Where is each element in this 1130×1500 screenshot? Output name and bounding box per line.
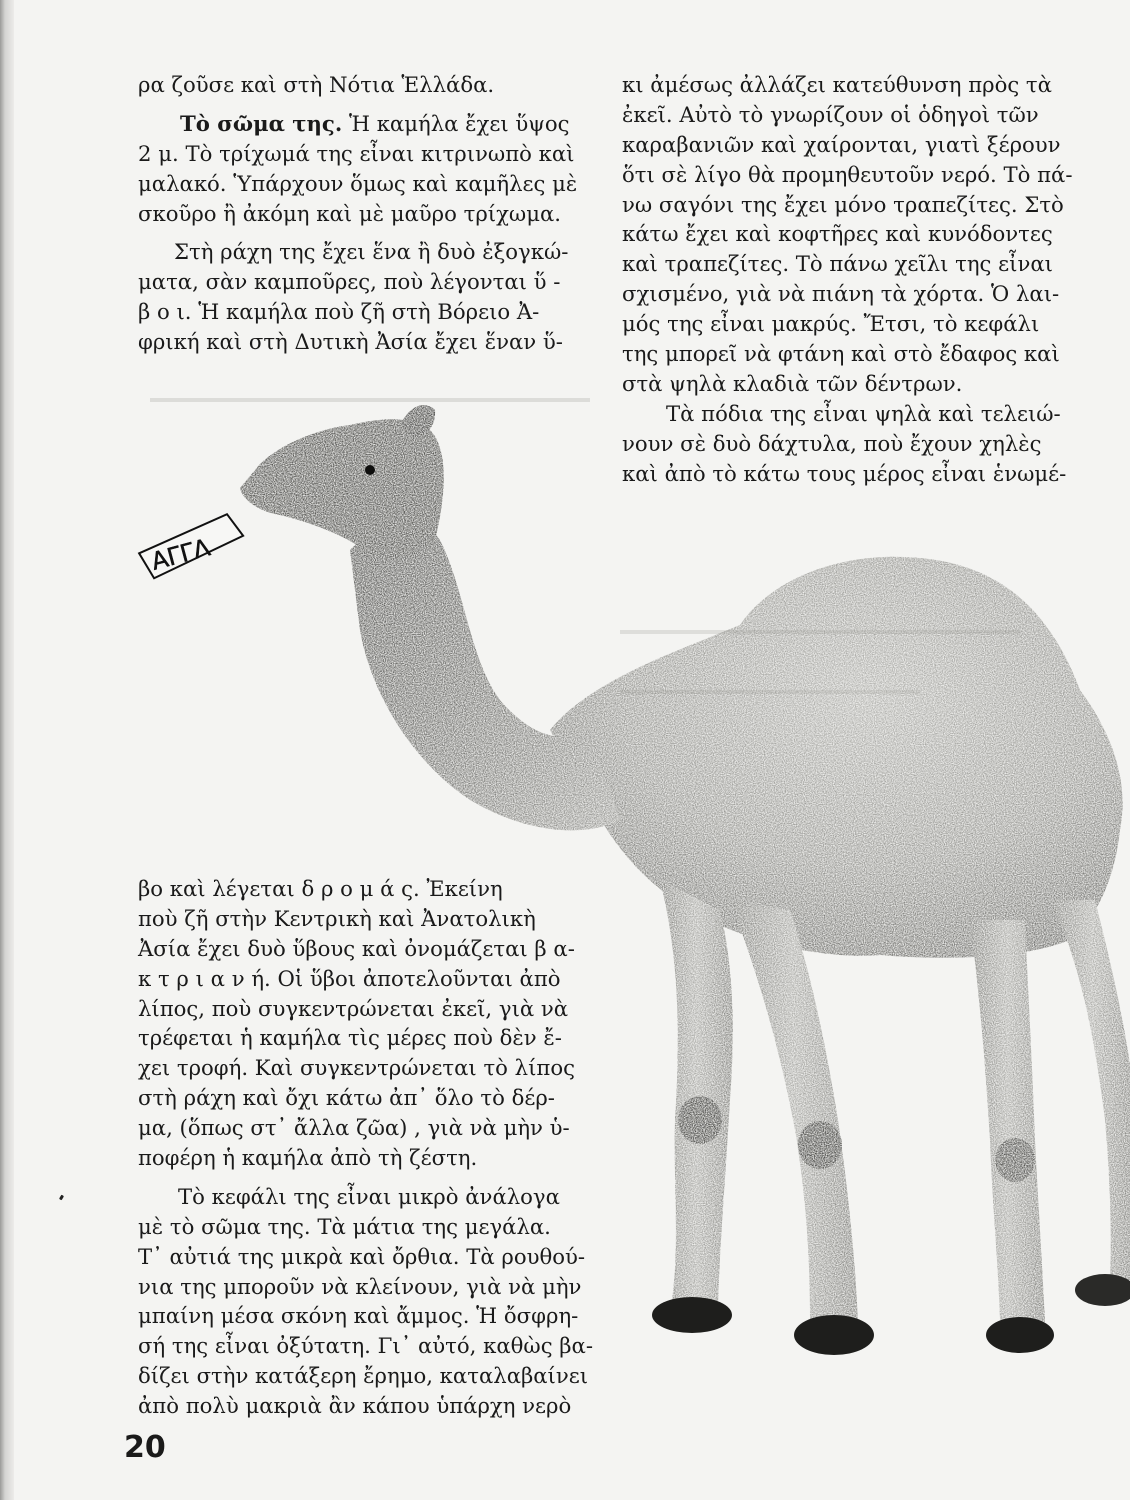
camel-foot xyxy=(1075,1274,1130,1306)
camel-foot xyxy=(652,1297,732,1333)
text-line: μπαίνη μέσα σκόνη καὶ ἄμμος. Ἡ ὄσφρη- xyxy=(138,1303,579,1329)
page-edge-shadow xyxy=(0,0,14,1500)
text-line: στὰ ψηλὰ κλαδιὰ τῶν δέντρων. xyxy=(622,370,963,396)
text-line: Ἀσία ἔχει δυὸ ὕβους καὶ ὀνομάζεται β α- xyxy=(138,935,575,961)
text-line: σκοῦρο ἢ ἀκόμη καὶ μὲ μαῦρο τρίχωμα. xyxy=(138,200,562,226)
text-line: χει τροφή. Καὶ συγκεντρώνεται τὸ λίπος xyxy=(138,1055,575,1081)
camel-head xyxy=(240,419,444,558)
text-line: ἀπὸ πολὺ μακριὰ ἂν κάπου ὑπάρχη νερὸ xyxy=(138,1393,572,1419)
text-line: κι ἀμέσως ἀλλάζει κατεύθυνση πρὸς τὰ xyxy=(622,72,1052,97)
camel-foot xyxy=(794,1315,874,1355)
camel-hind-leg xyxy=(1050,900,1130,1280)
text-line: μα, (ὅπως στ᾽ ἄλλα ζῶα) , γιὰ νὰ μὴν ὑ- xyxy=(138,1115,570,1141)
text-line: ματα, σὰν καμποῦρες, ποὺ λέγονται ὕ - xyxy=(138,269,561,295)
camel-foot xyxy=(986,1317,1054,1353)
left-column-bottom xyxy=(138,874,593,1421)
text-line: σή της εἶναι ὀξύτατη. Γι᾽ αὐτό, καθὼς βα- xyxy=(138,1333,594,1359)
camel-neck xyxy=(350,522,620,831)
text-line: νουν σὲ δυὸ δάχτυλα, ποὺ ἔχουν χηλὲς xyxy=(622,430,1042,456)
text-line: μαλακό. Ὑπάρχουν ὅμως καὶ καμῆλες μὲ xyxy=(138,170,578,196)
section-heading: Τὸ σῶμα της. xyxy=(180,110,343,136)
text-line: ποὺ ζῆ στὴν Κεντρικὴ καὶ Ἀνατολικὴ xyxy=(138,905,536,931)
text-line: Τὸ κεφάλι της εἶναι μικρὸ ἀνάλογα xyxy=(178,1183,560,1209)
text-line: ρα ζοῦσε καὶ στὴ Νότια Ἑλλάδα. xyxy=(138,72,495,97)
camel-front-leg xyxy=(660,880,733,1305)
camel-eye xyxy=(365,465,375,475)
camel-knee xyxy=(678,1096,722,1144)
text-line: δίζει στὴν κατάξερη ἔρημο, καταλαβαίνει xyxy=(138,1363,589,1389)
left-column-top xyxy=(138,70,577,357)
text-line: βο καὶ λέγεται δ ρ ο μ ά ς. Ἐκείνη xyxy=(138,876,503,901)
text-line: λίπος, ποὺ συγκεντρώνεται ἐκεῖ, γιὰ νὰ xyxy=(138,995,569,1021)
camel-hind-leg xyxy=(970,920,1045,1322)
text-line: νω σαγόνι της ἔχει μόνο τραπεζίτες. Στὸ xyxy=(622,191,1064,217)
camel-knee xyxy=(995,1138,1035,1182)
text-line: μὲ τὸ σῶμα της. Τὰ μάτια της μεγάλα. xyxy=(138,1213,551,1239)
text-line: σχισμένο, γιὰ νὰ πιάνη τὰ χόρτα. Ὁ λαι- xyxy=(622,281,1060,307)
print-speck xyxy=(59,1195,64,1201)
text-line: μός της εἶναι μακρύς. Ἔτσι, τὸ κεφάλι xyxy=(622,311,1040,337)
text-line: κάτω ἔχει καὶ κοφτῆρες καὶ κυνόδοντες xyxy=(622,221,1053,247)
text-line: Στὴ ράχη της ἔχει ἕνα ἢ δυὸ ἐξογκώ- xyxy=(174,239,569,265)
text-line: κ τ ρ ι α ν ή. Οἱ ὕβοι ἀποτελοῦνται ἀπὸ xyxy=(138,965,561,991)
text-line: β ο ι. Ἡ καμήλα ποὺ ζῆ στὴ Βόρειο Ἀ- xyxy=(138,299,540,325)
text-line: στὴ ράχη καὶ ὄχι κάτω ἀπ᾽ ὅλο τὸ δέρ- xyxy=(138,1085,555,1111)
text-line: νια της μποροῦν νὰ κλείνουν, γιὰ νὰ μὴν xyxy=(138,1273,582,1299)
text-line: ὅτι σὲ λίγο θὰ προμηθευτοῦν νερό. Τὸ πά- xyxy=(622,161,1073,187)
paragraph-heading-line xyxy=(138,109,577,139)
text-line: 2 μ. Τὸ τρίχωμά της εἶναι κιτρινωπὸ καὶ xyxy=(138,140,575,166)
camel-tag xyxy=(135,512,248,581)
text-line: φρική καὶ στὴ Δυτικὴ Ἀσία ἔχει ἕναν ὕ- xyxy=(138,329,563,355)
camel-tag-label: ΑΓΓΛ xyxy=(148,533,214,576)
camel-knee xyxy=(798,1121,842,1169)
text-line: καὶ τραπεζίτες. Τὸ πάνω χεῖλι της εἶναι xyxy=(622,251,1053,277)
text-line: καὶ ἀπὸ τὸ κάτω τους μέρος εἶναι ἑνωμέ- xyxy=(622,460,1067,486)
text-line: ποφέρη ἡ καμήλα ἀπὸ τὴ ζέστη. xyxy=(138,1145,478,1171)
text-line: Ἡ καμήλα ἔχει ὕψος xyxy=(342,110,570,136)
camel-body xyxy=(550,557,1123,958)
text-line: Τ᾽ αὐτιά της μικρὰ καὶ ὄρθια. Τὰ ρουθού- xyxy=(138,1243,586,1269)
page-number: 20 xyxy=(124,1430,166,1465)
text-line: ἐκεῖ. Αὐτὸ τὸ γνωρίζουν οἱ ὁδηγοὶ τῶν xyxy=(622,101,1039,127)
text-line: καραβανιῶν καὶ χαίρονται, γιατὶ ξέρουν xyxy=(622,131,1061,157)
text-line: Τὰ πόδια της εἶναι ψηλὰ καὶ τελειώ- xyxy=(666,400,1061,426)
text-line: τρέφεται ἡ καμήλα τὶς μέρες ποὺ δὲν ἔ- xyxy=(138,1025,562,1051)
camel-front-leg xyxy=(730,900,858,1322)
text-line: της μπορεῖ νὰ φτάνη καὶ στὸ ἔδαφος καὶ xyxy=(622,341,1060,367)
